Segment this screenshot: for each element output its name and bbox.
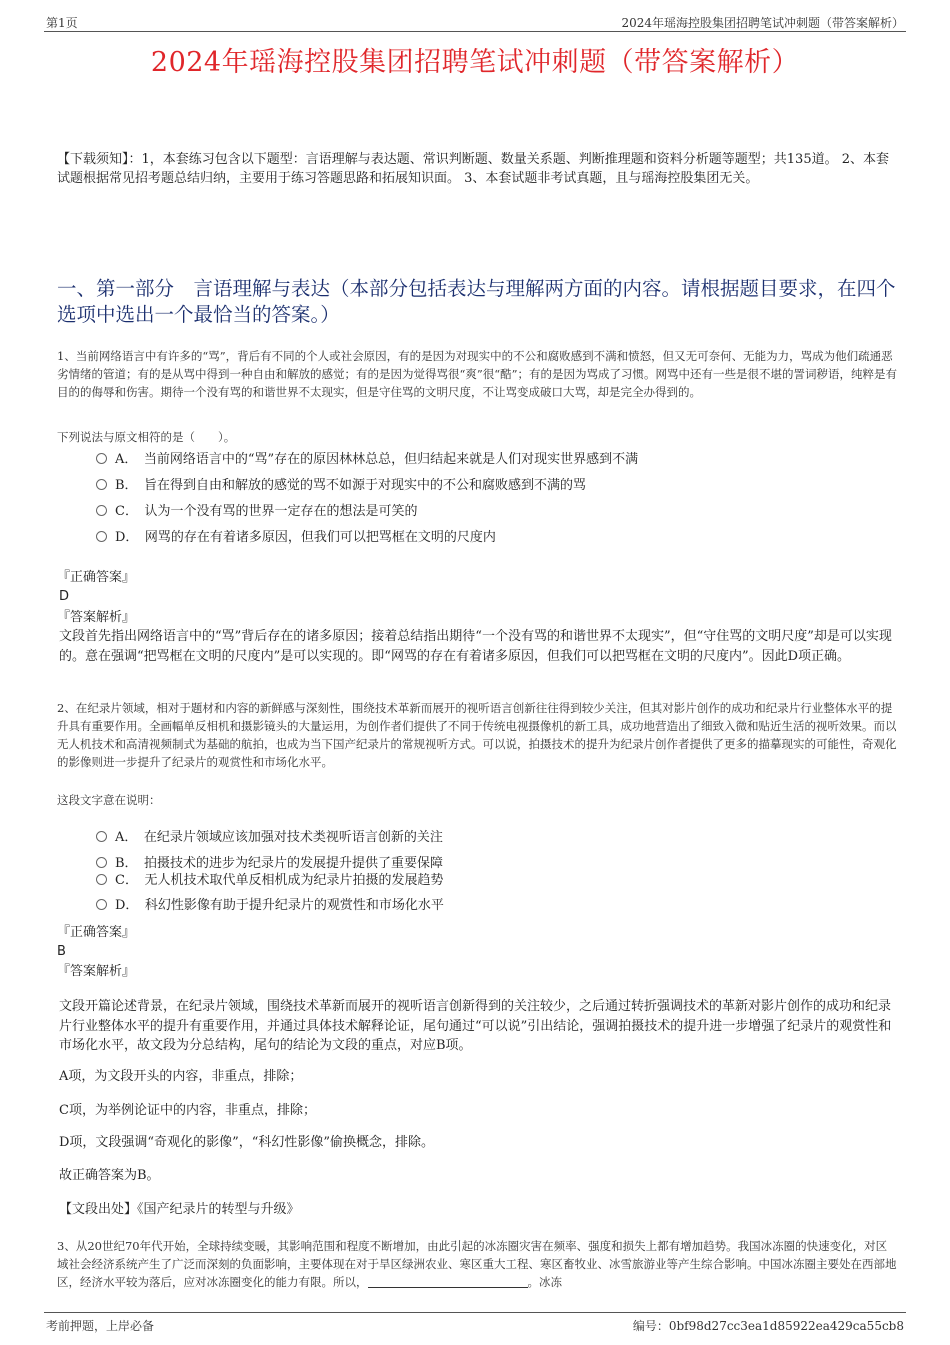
radio-icon[interactable] bbox=[96, 531, 107, 542]
header-doc-title: 2024年瑶海控股集团招聘笔试冲刺题（带答案解析） bbox=[621, 16, 904, 30]
q2-note-d: D项，文段强调“奇观化的影像”，“科幻性影像”偷换概念，排除。 bbox=[59, 1135, 435, 1150]
footer-divider bbox=[44, 1312, 906, 1313]
radio-icon[interactable] bbox=[96, 505, 107, 516]
question-1-text: 1、当前网络语言中有许多的“骂”，背后有不同的个人或社会原因，有的是因为对现实中的不公和腐败感到不满和愤怒，但又无可奈何、无能为力，骂成为他们疏通恶劣情绪的管道；有的是从骂中得到一种自由和解放的感觉；有的是因为觉得骂很“爽”很“酷”；有的是因为骂成了习惯。网骂中还有一些是很不堪的詈词秽语，纯粹是有目的的侮辱和伤害。期待一个没有骂的和谐世界不太现实，但是守住骂的文明尺度，不让骂变成破口大骂，却是完全办得到的。 bbox=[57, 349, 898, 399]
q1-answer-label: 『正确答案』 bbox=[57, 570, 136, 585]
fill-in-blank[interactable] bbox=[368, 1275, 528, 1288]
q2-option-c[interactable]: C． 无人机技术取代单反相机成为纪录片拍摄的发展趋势 bbox=[96, 871, 443, 891]
q1-option-c[interactable]: C． 认为一个没有骂的世界一定存在的想法是可笑的 bbox=[96, 502, 417, 522]
q2-answer: B bbox=[57, 944, 66, 959]
page-title: 2024年瑶海控股集团招聘笔试冲刺题（带答案解析） bbox=[150, 47, 800, 78]
q2-analysis: 文段开篇论述背景，在纪录片领域，围绕技术革新而展开的视听语言创新得到的关注较少，之后通过转折强调技术的革新对影片创作的成功和纪录片行业整体水平的提升有重要作用，并通过具体技术解释论证，尾句通过“可以说”引出结论，强调拍摄技术的提升进一步增强了纪录片的观赏性和市场化水平，故文段为分总结构，尾句的结论为文段的重点，对应B项。 bbox=[59, 999, 892, 1053]
radio-icon[interactable] bbox=[96, 899, 107, 910]
q2-note-a: A项，为文段开头的内容，非重点，排除； bbox=[59, 1069, 303, 1084]
download-notice: 【下载须知】：1，本套练习包含以下题型：言语理解与表达题、常识判断题、数量关系题、判断推理题和资料分析题等题型；共135道。 2、本套试题根据常见招考题总结归纳，主要用于练习答题思路和拓展知识面。 3、本套试题非考试真题，且与瑶海控股集团无关。 bbox=[57, 152, 889, 186]
radio-icon[interactable] bbox=[96, 831, 107, 842]
footer-code: 编号：0bf98d27cc3ea1d85922ea429ca55cb8 bbox=[632, 1319, 904, 1333]
q1-option-a[interactable]: A． 当前网络语言中的“骂”存在的原因林林总总，但归结起来就是人们对现实世界感到不满 bbox=[96, 450, 638, 470]
q1-answer: D bbox=[59, 589, 70, 604]
question-2-prompt: 这段文字意在说明： bbox=[57, 793, 161, 807]
question-1-prompt: 下列说法与原文相符的是（ ）。 bbox=[57, 430, 236, 444]
page-number: 第1页 bbox=[46, 16, 78, 30]
q2-answer-label: 『正确答案』 bbox=[57, 925, 136, 940]
radio-icon[interactable] bbox=[96, 453, 107, 464]
q2-option-d[interactable]: D． 科幻性影像有助于提升纪录片的观赏性和市场化水平 bbox=[96, 896, 444, 916]
q2-option-a[interactable]: A． 在纪录片领域应该加强对技术类视听语言创新的关注 bbox=[96, 828, 443, 848]
question-3-text: 3、从20世纪70年代开始，全球持续变暖，其影响范围和程度不断增加，由此引起的冰冻圈灾害在频率、强度和损失上都有增加趋势。我国冰冻圈的快速变化，对区域社会经济系统产生了广泛而深刻的负面影响，主要体现在对于旱区绿洲农业、寒区重大工程、寒区畜牧业、冰雪旅游业等产生综合影响。中国冰冻圈主要处在西部地区，经济水平较为落后，应对冰冻圈变化的能力有限。所以， 。冰冻 bbox=[57, 1239, 897, 1289]
radio-icon[interactable] bbox=[96, 857, 107, 868]
q2-option-b[interactable]: B． 拍摄技术的进步为纪录片的发展提升提供了重要保障 bbox=[96, 854, 443, 874]
q2-note-c: C项，为举例论证中的内容，非重点，排除； bbox=[59, 1103, 316, 1118]
question-2-text: 2、在纪录片领域，相对于题材和内容的新鲜感与深刻性，围绕技术革新而展开的视听语言创新往往得到较少关注，但其对影片创作的成功和纪录片行业整体水平的提升具有重要作用。全画幅单反相机和摄影镜头的大量运用，为创作者们提供了不同于传统电视摄像机的新工具，成功地营造出了细致入微和贴近生活的视听效果。而以无人机技术和高清视频制式为基础的航拍，也成为当下国产纪录片的常规视听方式。可以说，拍摄技术的提升为纪录片创作者提供了更多的描摹现实的可能性，奇观化的影像则进一步提升了纪录片的观赏性和市场化水平。 bbox=[57, 701, 897, 769]
radio-icon[interactable] bbox=[96, 874, 107, 885]
q2-analysis-label: 『答案解析』 bbox=[57, 964, 136, 979]
q2-conclusion: 故正确答案为B。 bbox=[59, 1168, 160, 1183]
q2-source: 【文段出处】《国产纪录片的转型与升级》 bbox=[59, 1202, 300, 1217]
q1-option-b[interactable]: B． 旨在得到自由和解放的感觉的骂不如源于对现实中的不公和腐败感到不满的骂 bbox=[96, 476, 586, 496]
q1-option-d[interactable]: D． 网骂的存在有着诸多原因，但我们可以把骂框在文明的尺度内 bbox=[96, 528, 496, 548]
q1-analysis: 文段首先指出网络语言中的“骂”背后存在的诸多原因；接着总结指出期待“一个没有骂的和谐世界不太现实”，但“守住骂的文明尺度”却是可以实现的。意在强调“把骂框在文明的尺度内”是可以实现的。即“网骂的存在有着诸多原因，但我们可以把骂框在文明的尺度内”。因此D项正确。 bbox=[59, 629, 892, 664]
q1-analysis-label: 『答案解析』 bbox=[57, 610, 136, 625]
section-heading: 一、第一部分 言语理解与表达（本部分包括表达与理解两方面的内容。请根据题目要求，在四个选项中选出一个最恰当的答案。） bbox=[57, 277, 896, 326]
radio-icon[interactable] bbox=[96, 479, 107, 490]
header-divider bbox=[44, 31, 906, 32]
footer-slogan: 考前押题，上岸必备 bbox=[46, 1319, 155, 1333]
